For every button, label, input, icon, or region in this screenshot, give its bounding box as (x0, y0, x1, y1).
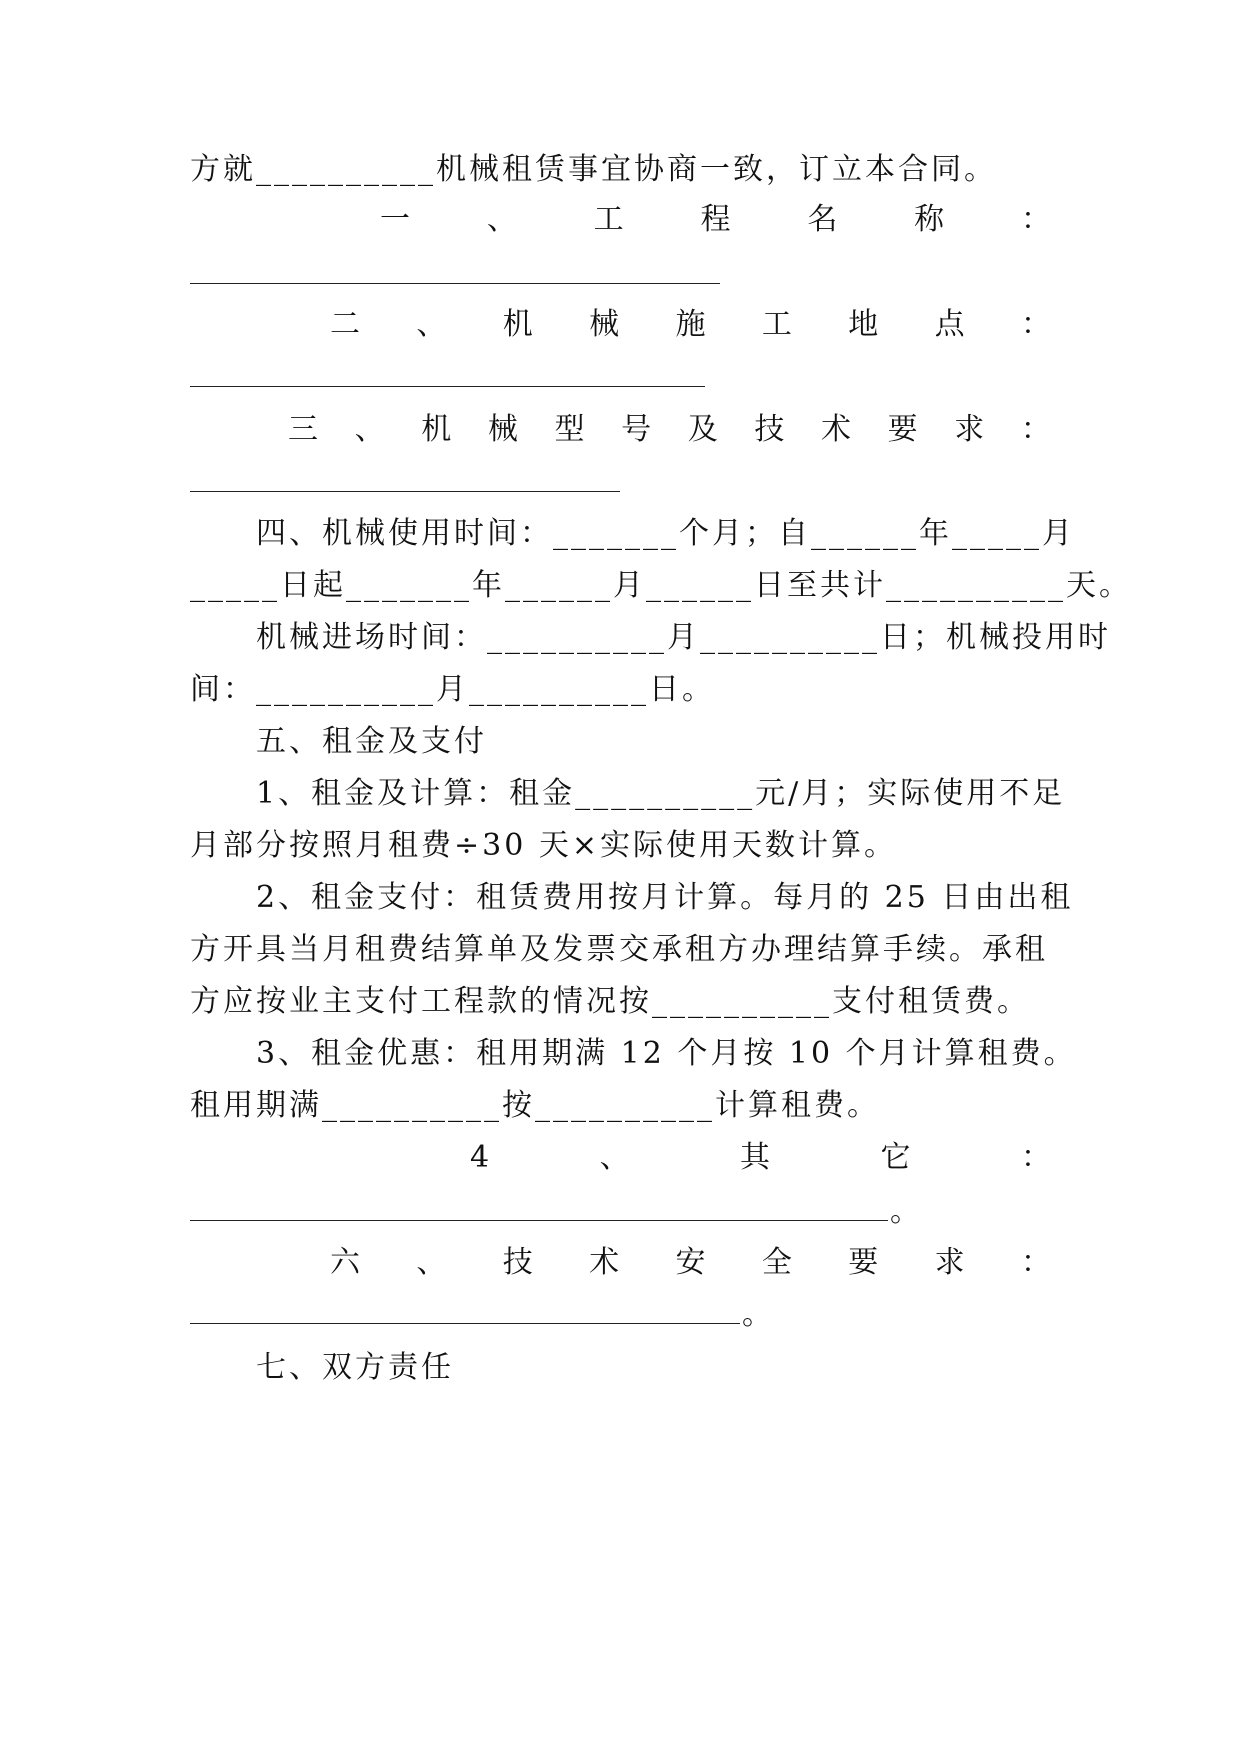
section-5-p2-line-3: 方应按业主支付工程款的情况按__________支付租赁费。 (190, 984, 1030, 1019)
section-4-line-4: 间：__________月__________日。 (190, 672, 715, 707)
section-5-p2-line-2: 方开具当月租费结算单及发票交承租方办理结算手续。承租 (190, 932, 1048, 967)
fill-line (190, 386, 705, 387)
blank: __________ (256, 152, 436, 187)
section-4-line-3: 机械进场时间：__________月__________日；机械投用时 (256, 620, 1111, 655)
section-4-line-2: _____日起_______年______月______日至共计__________天。 (190, 568, 1132, 603)
section-5-p1-line-1: 1、租金及计算：租金__________元/月；实际使用不足 (256, 776, 1066, 811)
fill-line (190, 1323, 740, 1324)
intro-line: 方就__________机械租赁事宜协商一致，订立本合同。 (190, 150, 1060, 190)
fill-line (190, 491, 620, 492)
fill-line (190, 1220, 888, 1221)
section-5-p3-line-2: 租用期满__________按__________计算租费。 (190, 1088, 880, 1123)
section-5-p3-line-1: 3、租金优惠：租用期满 12 个月按 10 个月计算租费。 (256, 1036, 1077, 1071)
section-5-p1-line-2: 月部分按照月租费÷30 天×实际使用天数计算。 (190, 828, 897, 863)
section-4-line-1: 四、机械使用时间：_______个月；自______年_____月 (256, 516, 1075, 551)
section-7-title: 七、双方责任 (256, 1350, 454, 1385)
section-6-heading: 六 、 技 术 安 全 要 求 ： (330, 1245, 1054, 1280)
section-2-heading: 二 、 机 械 施 工 地 点 ： (330, 307, 1054, 342)
section-5-p2-line-1: 2、租金支付：租赁费用按月计算。每月的 25 日由出租 (256, 880, 1074, 915)
section-1-heading: 一 、 工 程 名 称 ： (380, 202, 1054, 237)
fill-line (190, 283, 720, 284)
section-5-title: 五、租金及支付 (256, 724, 487, 759)
section-5-p4-heading: 4 、 其 它 ： (470, 1140, 1054, 1175)
period: 。 (890, 1194, 920, 1229)
section-3-heading: 三 、 机 械 型 号 及 技 术 要 求 ： (288, 412, 1054, 447)
period: 。 (742, 1297, 772, 1332)
